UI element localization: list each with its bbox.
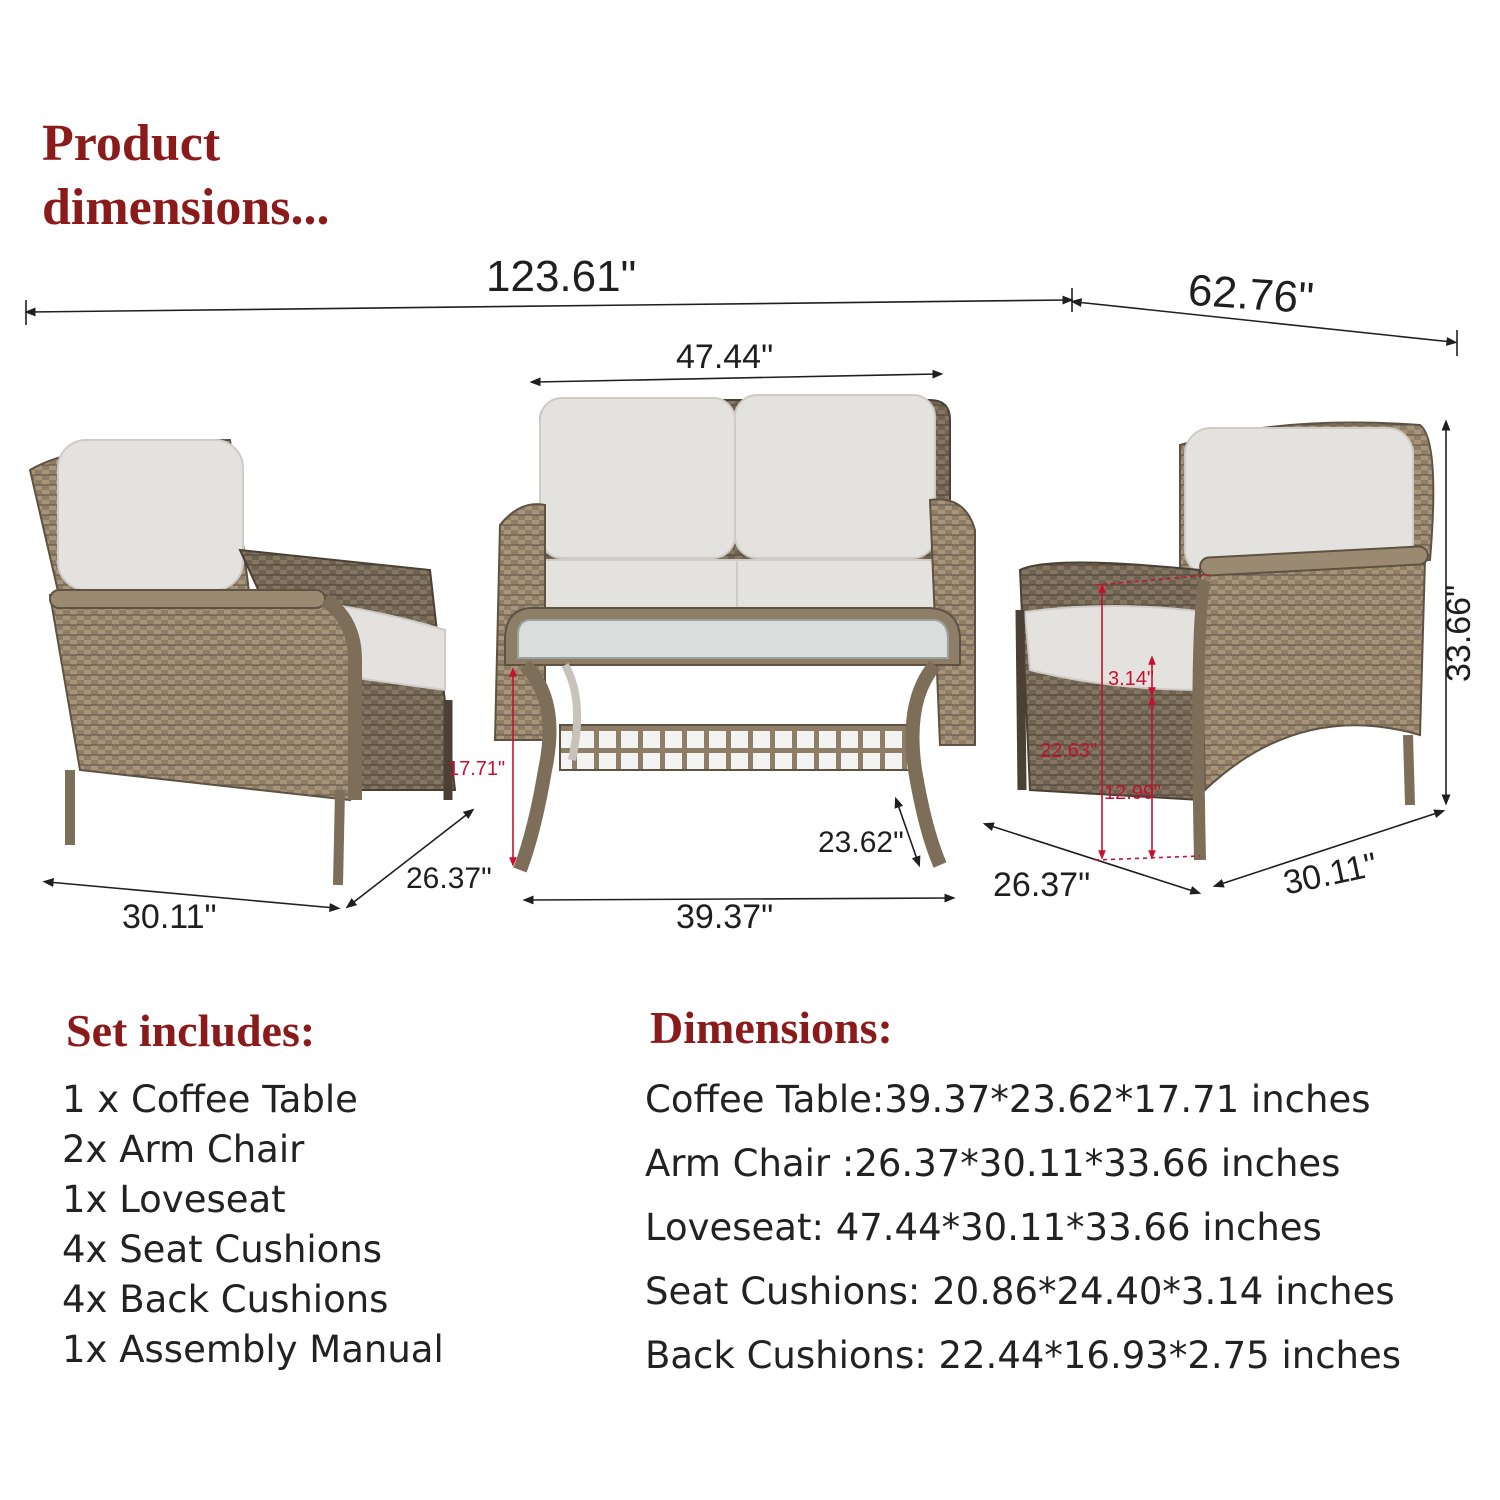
list-item: 1x Loveseat [62,1178,286,1221]
overall-depth-label: 62.76" [1186,265,1316,324]
left-chair-depth-label: 26.37" [406,862,492,895]
page-title-line2: dimensions... [42,179,330,236]
loveseat [495,395,975,745]
chair-height-label: 33.66" [1440,584,1478,682]
right-chair-width-label: 30.11" [1279,845,1381,903]
set-includes-heading: Set includes: [66,1005,316,1056]
coffee-table-glass-top [518,620,948,658]
list-item: Coffee Table:39.37*23.62*17.71 inches [645,1078,1371,1121]
dimensions-list [645,1068,1401,1388]
set-includes-list [62,1075,444,1375]
loveseat-back-cushion-left [540,398,735,558]
list-item: 4x Back Cushions [62,1278,389,1321]
list-item: Seat Cushions: 20.86*24.40*3.14 inches [645,1270,1395,1313]
right-arm-chair [1020,423,1433,861]
list-item: 1x Assembly Manual [62,1328,444,1371]
left-arm-chair [30,440,455,885]
arm-height-label: 22.63" [1040,740,1098,762]
page-title-line1: Product [42,115,221,172]
table-height-label: 17.71" [448,758,506,780]
table-length-label: 39.37" [676,898,774,936]
list-item: Back Cushions: 22.44*16.93*2.75 inches [645,1334,1402,1377]
coffee-table-shelf [560,725,915,770]
table-depth-label: 23.62" [818,826,904,859]
list-item: Loveseat: 47.44*30.11*33.66 inches [645,1206,1322,1249]
list-item: Arm Chair :26.37*30.11*33.66 inches [645,1142,1341,1185]
right-chair-depth-label: 26.37" [993,866,1091,904]
overall-width-label: 123.61" [486,252,637,301]
dimensions-heading: Dimensions: [650,1002,893,1053]
loveseat-width-label: 47.44" [676,338,774,376]
loveseat-back-cushion-right [735,395,935,558]
list-item: 1 x Coffee Table [62,1078,358,1121]
cushion-thickness-label: 3.14" [1108,668,1155,690]
list-item: 4x Seat Cushions [62,1228,383,1271]
seat-height-label: 12.99" [1104,782,1162,804]
left-chair-back-cushion [58,440,243,590]
left-chair-width-label: 30.11" [122,898,217,936]
list-item: 2x Arm Chair [62,1128,305,1171]
